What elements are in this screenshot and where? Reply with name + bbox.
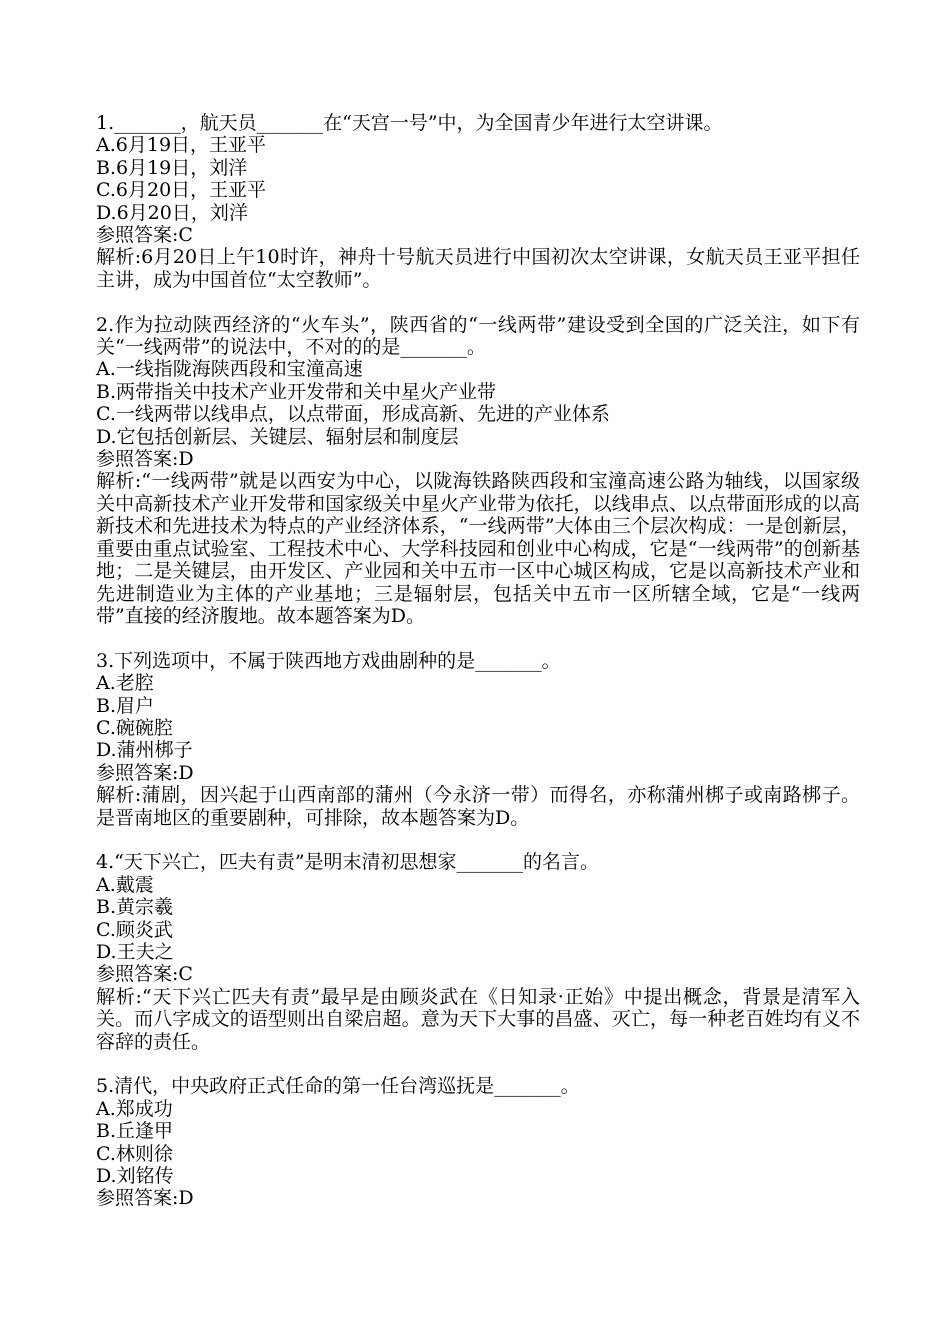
option-b: B.眉户	[96, 694, 155, 717]
option-d: D.蒲州梆子	[96, 739, 193, 762]
analysis-text: 解析:蒲剧，因兴起于山西南部的蒲州（今永济一带）而得名，亦称蒲州梆子或南路梆子。是晋南地区的重要剧种，可排除，故本题答案为D。	[96, 784, 860, 829]
option-a: A.郑成功	[96, 1097, 173, 1120]
question-stem: 4.“天下兴亡，匹夫有责”是明末清初思想家_______的名言。	[96, 851, 600, 874]
analysis-text: 解析:“一线两带”就是以西安为中心，以陇海铁路陕西段和宝潼高速公路为轴线，以国家级关中高新技术产业开发带和国家级关中星火产业带为依托，以线串点、以点带面形成的以高新技术和先进技术为特点的产业经济体系，“一线两带”大体由三个层次构成：一是创新层，重要由重点试验室、工程技术中心、大学科技园和创业中心构成，它是“一线两带”的创新基地；二是关键层，由开发区、产业园和关中五市一区中心城区构成，它是以高新技术产业和先进制造业为主体的产业基地；三是辐射层，包括关中五市一区所辖全域，它是“一线两带”直接的经济腹地。故本题答案为D。	[96, 470, 860, 627]
option-c: C.林则徐	[96, 1142, 173, 1165]
option-d: D.它包括创新层、关键层、辐射层和制度层	[96, 425, 459, 448]
question-1	[96, 112, 860, 291]
option-b: B.黄宗羲	[96, 896, 174, 919]
option-a: A.一线指陇海陕西段和宝潼高速	[96, 358, 363, 381]
option-c: C.一线两带以线串点，以点带面，形成高新、先进的产业体系	[96, 403, 610, 426]
option-d: D.刘铭传	[96, 1165, 174, 1188]
question-stem: 5.清代，中央政府正式任命的第一任台湾巡抚是_______。	[96, 1075, 580, 1098]
question-stem: 2.作为拉动陕西经济的“火车头”，陕西省的“一线两带”建设受到全国的广泛关注，如下有关“一线两带”的说法中，不对的的是_______。	[96, 313, 860, 359]
option-c: C.碗碗腔	[96, 716, 173, 739]
question-4	[96, 851, 860, 1053]
option-a: A.6月19日，王亚平	[96, 134, 267, 157]
question-5	[96, 1075, 860, 1209]
option-c: C.顾炎武	[96, 918, 173, 941]
reference-answer: 参照答案:C	[96, 224, 193, 247]
question-3	[96, 650, 860, 829]
option-d: D.王夫之	[96, 940, 174, 963]
reference-answer: 参照答案:D	[96, 1187, 194, 1210]
option-b: B.6月19日，刘洋	[96, 156, 248, 179]
question-2	[96, 314, 860, 628]
reference-answer: 参照答案:D	[96, 448, 194, 471]
document-page	[96, 112, 860, 1232]
option-b: B.丘逢甲	[96, 1120, 174, 1143]
analysis-text: 解析:6月20日上午10时许，神舟十号航天员进行中国初次太空讲课，女航天员王亚平担任主讲，成为中国首位“太空教师”。	[96, 246, 860, 291]
option-a: A.戴震	[96, 873, 154, 896]
question-stem: 3.下列选项中，不属于陕西地方戏曲剧种的是_______。	[96, 649, 561, 672]
analysis-text: 解析:“天下兴亡匹夫有责”最早是由顾炎武在《日知录·正始》中提出概念，背景是清军入关。而八字成文的语型则出自梁启超。意为天下大事的昌盛、灭亡，每一种老百姓均有义不容辞的责任。	[96, 985, 860, 1053]
option-d: D.6月20日，刘洋	[96, 201, 248, 224]
option-c: C.6月20日，王亚平	[96, 179, 267, 202]
question-stem: 1._______，航天员_______在“天宫一号”中，为全国青少年进行太空讲课。	[96, 112, 723, 134]
reference-answer: 参照答案:D	[96, 761, 194, 784]
reference-answer: 参照答案:C	[96, 963, 193, 986]
option-a: A.老腔	[96, 672, 154, 695]
option-b: B.两带指关中技术产业开发带和关中星火产业带	[96, 380, 497, 403]
